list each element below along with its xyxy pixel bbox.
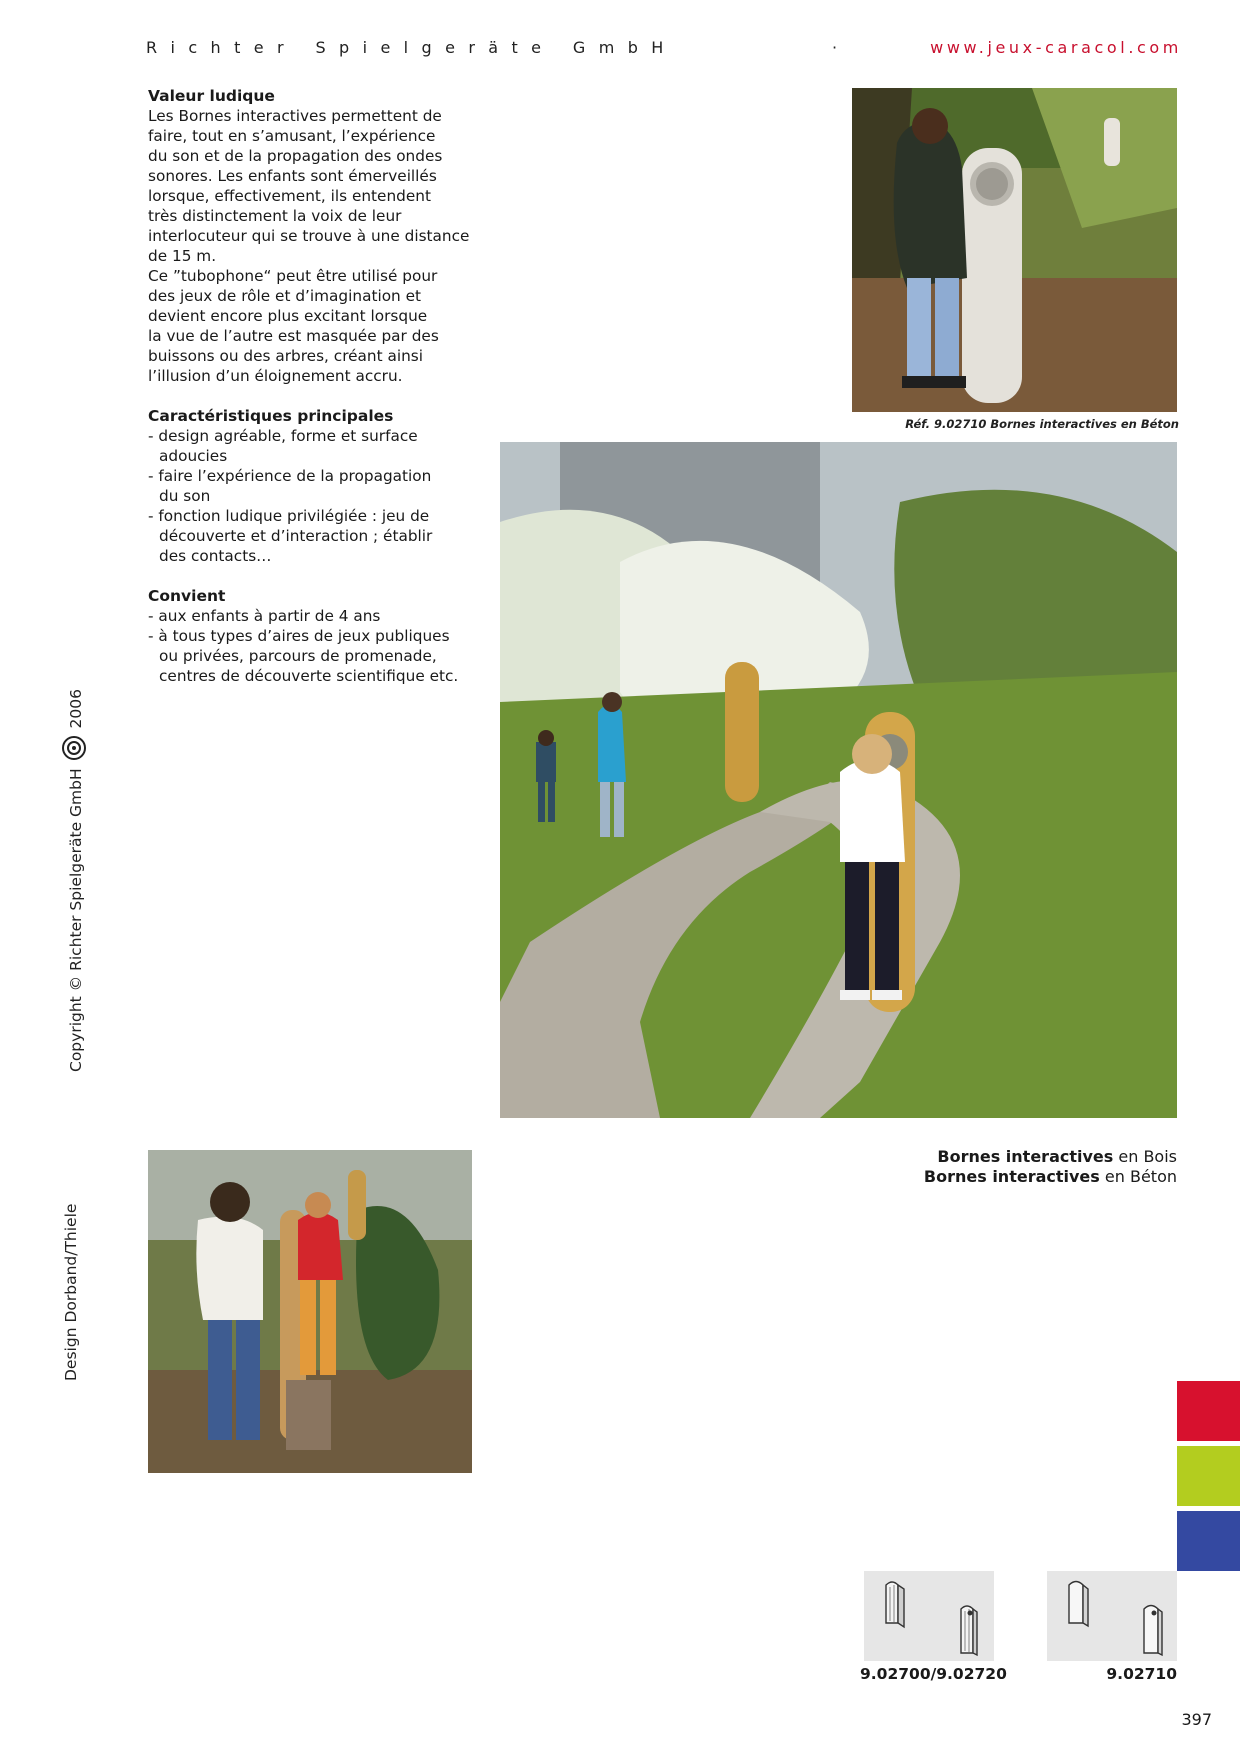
paragraph-valeur-2: Ce ”tubophone“ peut être utilisé pour des jeux de rôle et d’imagination et devient encore plus excitant lorsque la vue de l’autre est masquée par des buissons ou des arbres, créant ainsi l’illusion d’un éloignement accru.	[148, 267, 439, 385]
company-logo-icon	[62, 736, 86, 760]
copyright-notice	[62, 689, 86, 1072]
photo-concrete-posts	[852, 88, 1177, 412]
product-name-beton: Bornes interactives en Béton	[923, 1167, 1177, 1186]
color-tab-blue	[1177, 1511, 1240, 1571]
description-column	[148, 86, 488, 686]
page-number: 397	[1181, 1710, 1212, 1729]
website-link[interactable]: www.jeux-caracol.com	[930, 38, 1182, 57]
list-item: - aux enfants à partir de 4 ans	[148, 607, 381, 625]
page-header	[146, 38, 1182, 60]
product-names	[800, 1147, 1177, 1187]
header-separator: ·	[832, 38, 838, 57]
reference-bois: 9.02700/9.02720	[860, 1665, 1007, 1683]
copyright-year: 2006	[67, 689, 85, 729]
list-item: - fonction ludique privilégiée : jeu de découverte et d’interaction ; établir des contacts…	[148, 507, 433, 565]
section-title-convient: Convient	[148, 587, 226, 605]
section-title-valeur-ludique: Valeur ludique	[148, 87, 275, 105]
product-thumbnail-beton	[1047, 1571, 1177, 1661]
design-credit: Design Dorband/Thiele	[62, 1203, 80, 1381]
photo-wooden-posts-park	[500, 442, 1177, 1118]
list-item: - faire l’expérience de la propagation du son	[148, 467, 432, 505]
reference-beton: 9.02710	[1106, 1665, 1177, 1683]
section-title-caracteristiques: Caractéristiques principales	[148, 407, 394, 425]
product-name-bois: Bornes interactives en Bois	[937, 1147, 1177, 1166]
photo-caption: Réf. 9.02710 Bornes interactives en Béton	[905, 417, 1179, 431]
photo-child-on-stump	[148, 1150, 472, 1473]
paragraph-valeur-1: Les Bornes interactives permettent de faire, tout en s’amusant, l’expérience du son et de la propagation des ondes sonores. Les enfants sont émerveillés lorsque, effectivement, ils entendent très distinctement la voix de leur interlocuteur qui se trouve à une distance de 15 m.	[148, 107, 470, 265]
company-name: Richter Spielgeräte GmbH	[146, 38, 677, 57]
copyright-text: Copyright © Richter Spielgeräte GmbH	[67, 768, 85, 1072]
color-tab-red	[1177, 1381, 1240, 1441]
color-tab-green	[1177, 1446, 1240, 1506]
list-item: - à tous types d’aires de jeux publiques ou privées, parcours de promenade, centres de découverte scientifique etc.	[148, 627, 459, 685]
list-item: - design agréable, forme et surface adoucies	[148, 427, 418, 465]
product-thumbnail-bois	[864, 1571, 994, 1661]
